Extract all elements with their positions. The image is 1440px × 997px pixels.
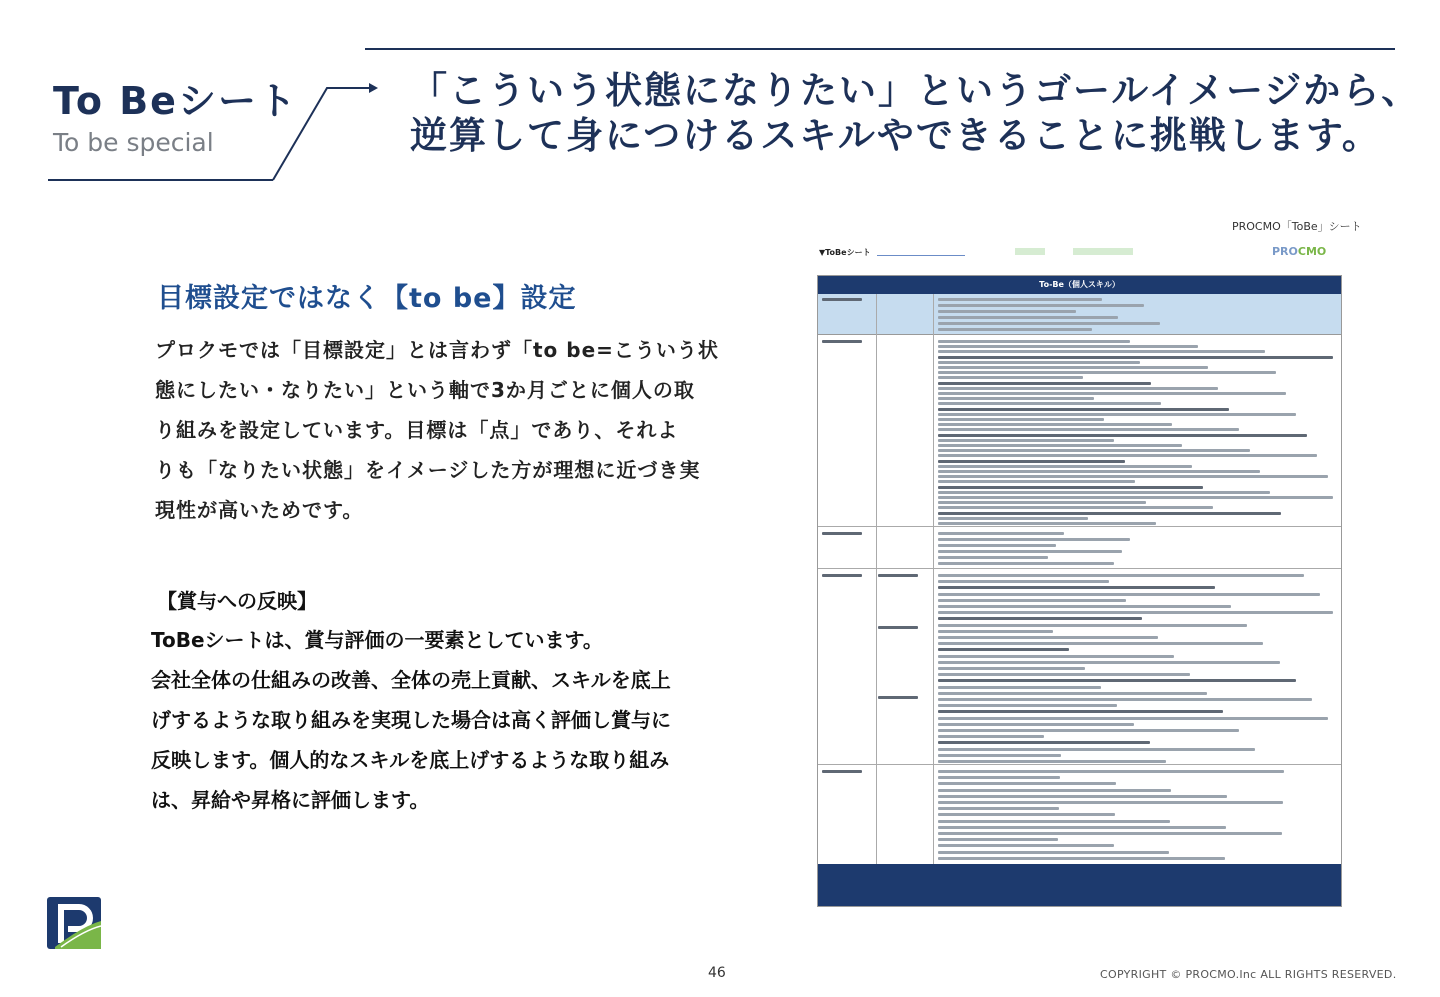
sheet-text-line	[822, 574, 862, 577]
sheet-band-title: To-Be（個人スキル）	[818, 276, 1341, 294]
sheet-text-line	[938, 522, 1156, 525]
sheet-text-line	[938, 667, 1085, 670]
sheet-text-line	[938, 754, 1061, 757]
sheet-text-line	[938, 605, 1231, 608]
sheet-text-line	[938, 735, 1044, 738]
sheet-text-line	[938, 310, 1076, 313]
bonus-line: げするような取り組みを実現した場合は高く評価し賞与に	[151, 708, 671, 732]
sheet-text-line	[938, 832, 1282, 835]
brand-main: PRO	[1272, 245, 1298, 258]
sheet-text-line	[938, 838, 1058, 841]
sheet-text-line	[938, 486, 1203, 489]
sheet-text-line	[938, 717, 1328, 720]
sheet-text-line	[938, 512, 1281, 515]
bonus-line: 会社全体の仕組みの改善、全体の売上貢献、スキルを底上	[151, 668, 671, 692]
title-underline	[48, 179, 273, 181]
bonus-heading: 【賞与への反映】	[157, 589, 317, 613]
sheet-text-line	[938, 402, 1161, 405]
sheet-text-line	[938, 361, 1140, 364]
sheet-text-line	[938, 599, 1126, 602]
sheet-text-line	[938, 328, 1092, 331]
intro-paragraph	[155, 330, 755, 530]
header-top-rule	[365, 48, 1395, 50]
sheet-text-line	[938, 350, 1265, 353]
bonus-line: ToBeシートは、賞与評価の一要素としています。	[151, 628, 603, 652]
page-subtitle: To be special	[53, 128, 214, 157]
sheet-text-line	[938, 710, 1223, 713]
sheet-text-line	[938, 371, 1276, 374]
intro-line: り組みを設定しています。目標は「点」であり、それよ	[155, 418, 679, 442]
copyright-notice: COPYRIGHT © PROCMO.Inc ALL RIGHTS RESERVED.	[1100, 968, 1397, 981]
sheet-link-underline	[877, 255, 965, 256]
sheet-text-line	[938, 776, 1060, 779]
sheet-table	[817, 275, 1342, 907]
sheet-text-line	[938, 630, 1053, 633]
sheet-text-line	[938, 475, 1328, 478]
sheet-text-line	[938, 636, 1158, 639]
sheet-text-line	[938, 413, 1296, 416]
sheet-text-line	[938, 387, 1218, 390]
sheet-text-line	[938, 723, 1134, 726]
sheet-text-line	[938, 376, 1083, 379]
sheet-text-line	[938, 316, 1118, 319]
sheet-text-line	[938, 496, 1333, 499]
bonus-line: は、昇給や昇格に評価します。	[151, 788, 430, 812]
sheet-row-divider	[818, 568, 1341, 569]
sheet-text-line	[938, 704, 1117, 707]
sheet-text-line	[878, 626, 918, 629]
sheet-text-line	[938, 789, 1171, 792]
sheet-text-line	[938, 574, 1304, 577]
sheet-text-line	[938, 624, 1247, 627]
sheet-text-line	[938, 642, 1263, 645]
sheet-text-line	[938, 392, 1286, 395]
sheet-text-line	[938, 729, 1239, 732]
sheet-title: ▼ToBeシート	[819, 248, 871, 257]
intro-line: 態にしたい・なりたい」という軸で3か月ごとに個人の取	[155, 378, 695, 402]
sheet-text-line	[938, 826, 1226, 829]
sheet-col-divider	[933, 294, 934, 864]
sheet-text-line	[938, 517, 1088, 520]
sheet-text-line	[822, 298, 862, 301]
sheet-text-line	[938, 532, 1064, 535]
sheet-text-line	[822, 770, 862, 773]
sheet-brand-logo	[1272, 245, 1326, 258]
sheet-text-line	[938, 382, 1151, 385]
sheet-text-line	[938, 340, 1130, 343]
sheet-text-line	[938, 813, 1115, 816]
brand-accent: CMO	[1297, 245, 1327, 258]
sheet-text-line	[938, 820, 1170, 823]
sheet-text-line	[938, 698, 1312, 701]
arrow-connector-icon	[265, 80, 380, 182]
intro-line: 現性が高いためです。	[155, 498, 364, 522]
sheet-text-line	[938, 857, 1225, 860]
sheet-text-line	[938, 428, 1239, 431]
bonus-paragraph	[151, 620, 751, 820]
sheet-text-line	[938, 586, 1215, 589]
sheet-text-line	[938, 679, 1296, 682]
sheet-text-line	[938, 661, 1280, 664]
sheet-text-line	[938, 366, 1208, 369]
sheet-text-line	[938, 844, 1114, 847]
sheet-text-line	[938, 801, 1283, 804]
sheet-text-line	[938, 562, 1114, 565]
procmo-logo-icon	[47, 897, 101, 949]
intro-line: りも「なりたい状態」をイメージした方が理想に近づき実	[155, 458, 701, 482]
sheet-text-line	[938, 795, 1227, 798]
sheet-text-line	[938, 770, 1284, 773]
sheet-text-line	[938, 655, 1174, 658]
sheet-text-line	[938, 444, 1182, 447]
page-number: 46	[708, 965, 726, 981]
sheet-text-line	[938, 460, 1125, 463]
sheet-text-line	[938, 748, 1255, 751]
sheet-text-line	[938, 470, 1260, 473]
sheet-text-line	[938, 449, 1250, 452]
bonus-line: 反映します。個人的なスキルを底上げするような取り組み	[151, 748, 670, 772]
sheet-name-cell	[1015, 248, 1045, 255]
sheet-text-line	[938, 611, 1333, 614]
sheet-text-line	[938, 760, 1166, 763]
headline	[410, 68, 1420, 158]
sheet-text-line	[938, 692, 1207, 695]
sheet-text-line	[938, 345, 1198, 348]
sheet-text-line	[938, 322, 1160, 325]
sheet-text-line	[938, 434, 1307, 437]
sheet-text-line	[938, 617, 1142, 620]
sheet-caption: PROCMO「ToBe」シート	[1232, 220, 1362, 233]
sheet-text-line	[938, 648, 1069, 651]
sheet-row-divider	[818, 526, 1341, 527]
tobe-sheet-preview	[815, 243, 1342, 908]
sheet-text-line	[938, 673, 1190, 676]
sheet-text-line	[938, 686, 1101, 689]
sheet-text-line	[938, 782, 1116, 785]
sheet-text-line	[938, 465, 1192, 468]
sheet-text-line	[938, 580, 1109, 583]
sheet-text-line	[938, 408, 1229, 411]
sheet-text-line	[938, 538, 1130, 541]
sheet-text-line	[938, 807, 1059, 810]
sheet-text-line	[938, 851, 1169, 854]
sheet-col-divider	[876, 294, 877, 864]
sheet-text-line	[938, 454, 1317, 457]
intro-line: プロクモでは「目標設定」とは言わず「to be=こういう状	[155, 338, 719, 362]
sheet-text-line	[938, 593, 1320, 596]
sheet-text-line	[938, 544, 1056, 547]
sheet-text-line	[938, 304, 1144, 307]
sheet-text-line	[938, 550, 1122, 553]
sheet-row-divider	[818, 764, 1341, 765]
sheet-text-line	[938, 298, 1102, 301]
sheet-text-line	[938, 356, 1333, 359]
sheet-text-line	[938, 506, 1213, 509]
sheet-text-line	[938, 480, 1135, 483]
sheet-team-cell	[1073, 248, 1133, 255]
section-title: 目標設定ではなく【to be】設定	[157, 283, 577, 314]
sheet-text-line	[938, 423, 1172, 426]
sheet-text-line	[878, 574, 918, 577]
page-title: To Beシート	[53, 79, 298, 123]
headline-line-1: 「こういう状態になりたい」というゴールイメージから、	[410, 69, 1421, 112]
sheet-text-line	[938, 439, 1114, 442]
sheet-text-line	[938, 397, 1094, 400]
sheet-text-line	[878, 696, 918, 699]
sheet-text-line	[938, 556, 1048, 559]
sheet-text-line	[938, 418, 1104, 421]
sheet-text-line	[938, 501, 1146, 504]
sheet-text-line	[938, 741, 1150, 744]
sheet-bottom-band	[818, 864, 1341, 906]
headline-line-2: 逆算して身につけるスキルやできることに挑戦します。	[410, 114, 1381, 157]
sheet-text-line	[822, 532, 862, 535]
sheet-text-line	[822, 340, 862, 343]
sheet-text-line	[938, 491, 1270, 494]
